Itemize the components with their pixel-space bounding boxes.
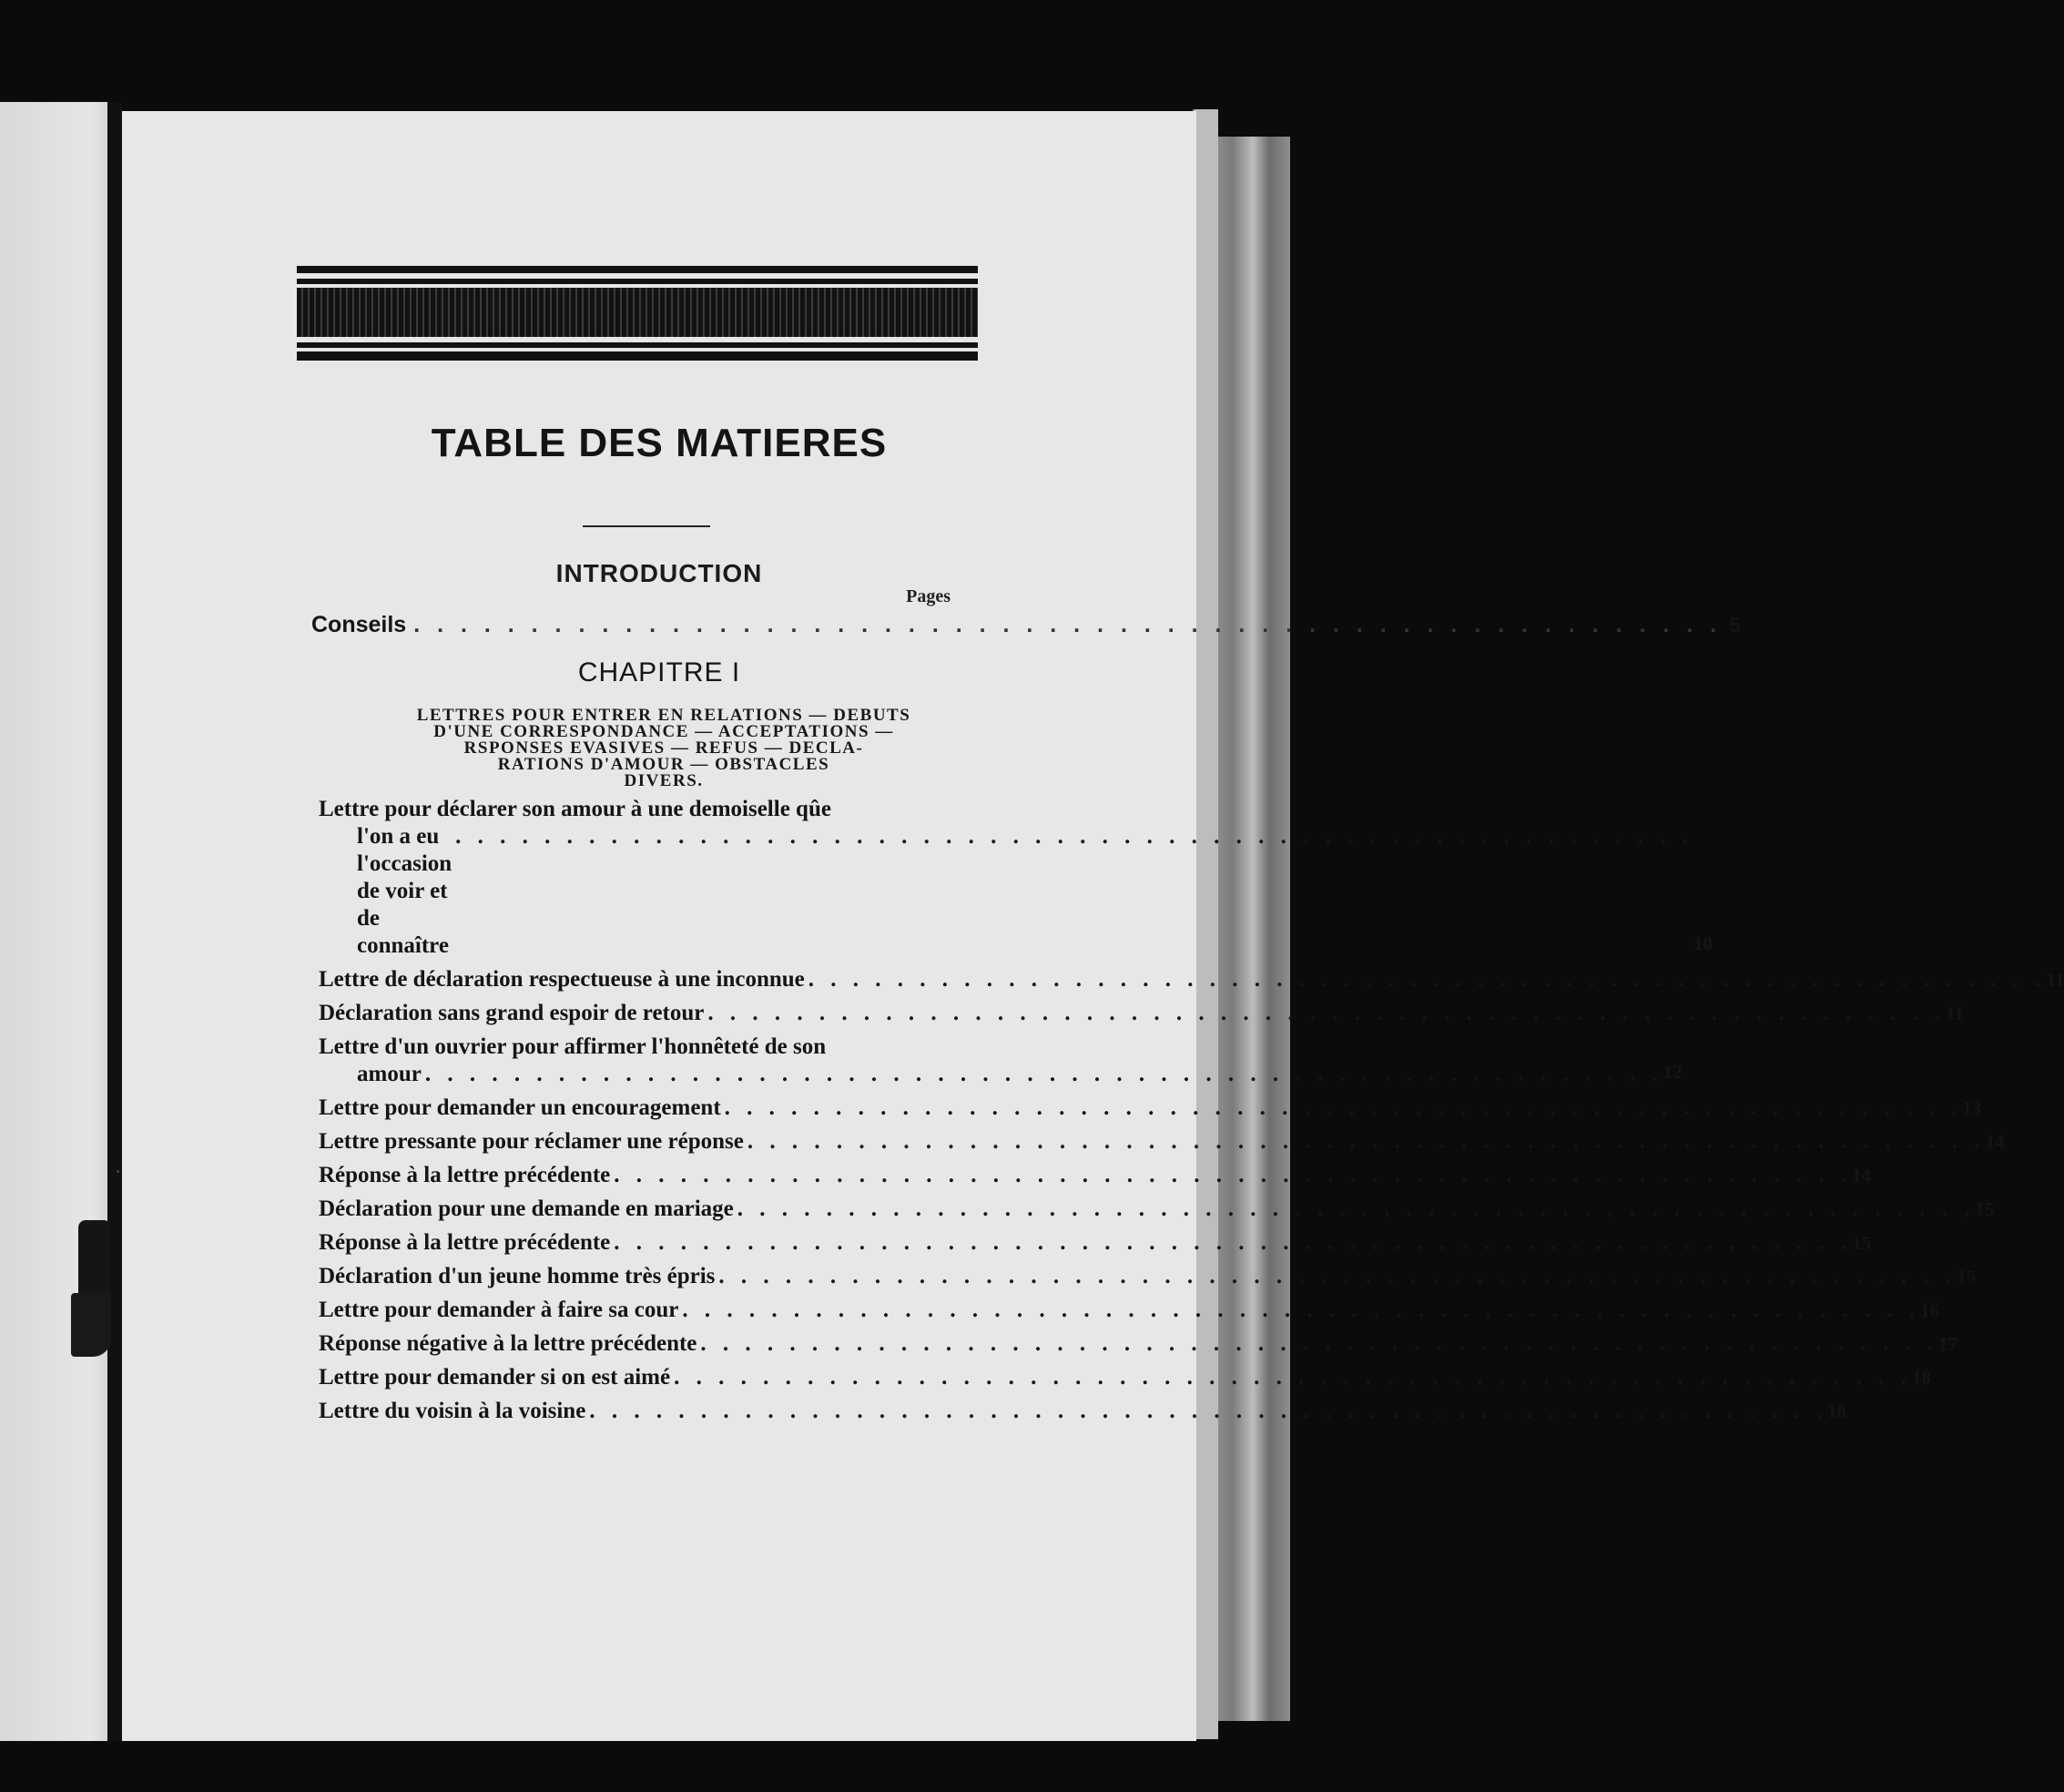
toc-entry-page: 11 [2046,969,2064,991]
toc-entry-label: Lettre pour demander un encouragement [319,1095,721,1120]
leader-dots [455,823,1693,850]
leader-dots [808,966,2047,993]
leader-dots [674,1364,1912,1391]
ornament-band [297,342,978,348]
ornament-band [297,288,978,337]
chapter-heading: CHAPITRE I [577,657,741,687]
introduction-heading: INTRODUCTION [555,559,763,587]
toc-entry [319,1128,2005,1156]
ornament-band [297,266,978,273]
ornament-band [297,279,978,284]
toc-entry [319,1330,1958,1358]
toc-entry-label: Lettre pour demander à faire sa cour [319,1298,679,1322]
toc-entry [319,1196,1995,1223]
leader-dots [700,1330,1938,1358]
toc-entry-label: Lettre de déclaration respectueuse à une inconnue [319,967,805,992]
toc-entry-label: Réponse à la lettre précédente [319,1163,611,1187]
toc-entry-page: 13 [1962,1097,1982,1119]
toc-entry-label: Lettre pour demander si on est aimé [319,1365,671,1390]
toc-entry-label: Conseils [311,612,407,637]
toc-entry [319,1000,1964,1027]
toc-entry [319,1364,1931,1391]
toc-entry-page: 15 [1852,1232,1872,1254]
leader-dots [614,1162,1852,1189]
leader-dots [682,1297,1920,1324]
toc-entry-page: 18 [1911,1367,1931,1389]
divider-rule [583,525,710,527]
toc-entry-page: 17 [1938,1333,1958,1355]
leader-dots [413,612,1722,638]
page-title: TABLE DES MATIERES [431,421,888,465]
toc-entry-page: 18 [1827,1400,1847,1422]
chapter-description-line: DIVERS. [624,771,704,790]
toc-entry-label: Déclaration sans grand espoir de retour [319,1001,705,1025]
document-page [122,111,2064,1741]
toc-entry-page: 14 [1852,1165,1872,1186]
toc-entry-page: 15 [1957,1266,1977,1288]
toc-entry-conseils [311,612,1741,638]
chapter-description-line: D'UNE CORRESPONDANCE — ACCEPTATIONS — [433,722,894,741]
toc-entry-label-cont: amour [357,1062,422,1086]
toc-entry-page: 14 [1985,1131,2005,1153]
toc-entry-label: Réponse négative à la lettre précédente [319,1331,697,1356]
chapter-description [313,708,1014,789]
pages-column-header: Pages [906,586,951,606]
leader-dots [737,1196,1976,1223]
chapter-description-line: LETTRES POUR ENTRER EN RELATIONS — DEBUTS [416,706,911,725]
toc-entry [319,1297,1940,1324]
toc-entry-page: 12 [1662,1061,1683,1083]
toc-entry [319,1095,1982,1122]
leader-dots [747,1128,1986,1156]
toc-entry [319,966,2064,993]
toc-entry [319,1033,1683,1088]
leader-dots [614,1229,1852,1257]
speck [117,1170,119,1173]
toc-entry-page: 5 [1729,614,1741,636]
leader-dots [725,1095,1963,1122]
toc-entry-label: Déclaration pour une demande en mariage [319,1196,734,1221]
toc-entry [319,796,1713,960]
leader-dots [589,1398,1827,1425]
toc-entry-page: 15 [1975,1198,1995,1220]
chapter-description-line: RSPONSES EVASIVES — REFUS — DECLA- [463,738,864,758]
toc-entry-label-cont: l'on a eu l'occasion de voir et de connaître [357,824,452,958]
toc-entry-page: 10 [1693,932,1713,954]
leader-dots [707,1000,1946,1027]
toc-entry [319,1398,1847,1425]
ornament-band [297,351,978,361]
toc-list [319,796,2064,1431]
toc-entry [319,1263,1977,1290]
toc-entry-label: Lettre du voisin à la voisine [319,1399,586,1423]
toc-entry [319,1162,1872,1189]
leader-dots [718,1263,1957,1290]
chapter-description-line: RATIONS D'AMOUR — OBSTACLES [497,755,830,774]
toc-entry-label: Lettre pour déclarer son amour à une demoiselle qûe [319,797,831,821]
toc-entry-label: Lettre d'un ouvrier pour affirmer l'honnêteté de son [319,1034,827,1059]
toc-entry-page: 11 [1946,1003,1964,1024]
toc-entry-label: Lettre pressante pour réclamer une réponse [319,1129,744,1154]
toc-entry-page: 16 [1920,1299,1940,1321]
toc-entry [319,1229,1872,1257]
book-gutter [107,102,122,1741]
binding-shadow [71,1293,111,1357]
leader-dots [425,1061,1663,1088]
toc-entry-label: Déclaration d'un jeune homme très épris [319,1264,716,1288]
facing-page-edge [0,102,115,1741]
toc-entry-label: Réponse à la lettre précédente [319,1230,611,1255]
